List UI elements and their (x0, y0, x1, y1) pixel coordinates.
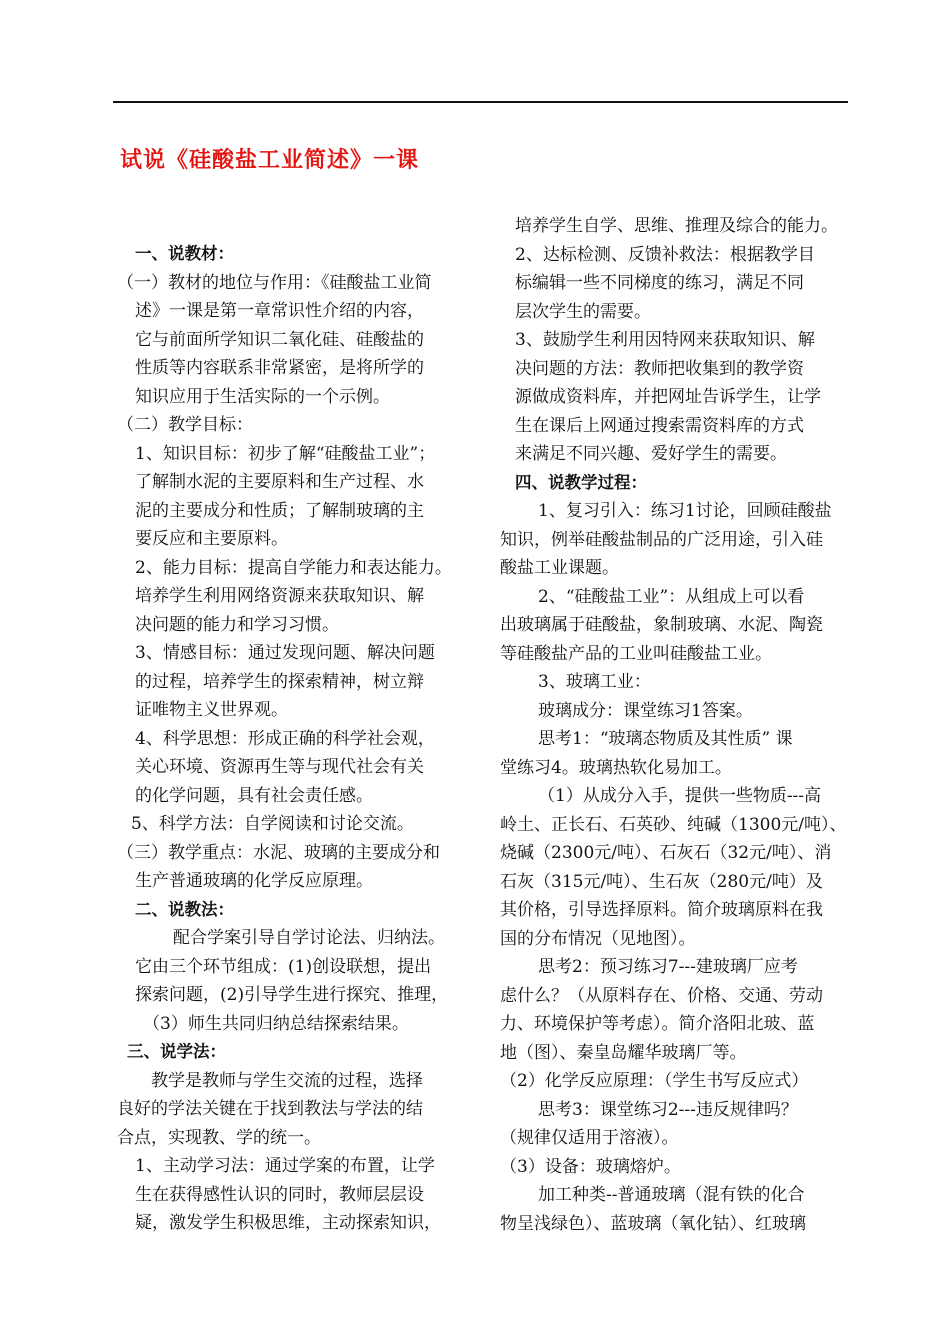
paragraph-line: （2）化学反应原理：（学生书写反应式） (500, 1071, 809, 1091)
paragraph-line: 石灰（315元/吨）、生石灰（280元/吨）及 (500, 871, 823, 892)
paragraph-line: 2、“硅酸盐工业”：从组成上可以看 (538, 586, 805, 607)
section-heading: 四、说教学过程： (515, 472, 647, 492)
paragraph-line: （三）教学重点：水泥、玻璃的主要成分和 (117, 842, 440, 863)
paragraph-line: 地（图）、秦皇岛耀华玻璃厂等。 (500, 1042, 747, 1063)
paragraph-line: 玻璃成分：课堂练习1答案。 (538, 700, 753, 721)
paragraph-line: 关心环境、资源再生等与现代社会有关 (135, 757, 424, 777)
paragraph-line: 5、科学方法：自学阅读和讨论交流。 (131, 814, 414, 834)
paragraph-line: 源做成资料库，并把网址告诉学生，让学 (515, 387, 821, 407)
paragraph-line: 配合学案引导自学讨论法、归纳法。 (173, 928, 445, 948)
paragraph-line: （1）从成分入手，提供一些物质---高 (538, 786, 822, 806)
paragraph-line: 3、情感目标：通过发现问题、解决问题 (135, 643, 435, 663)
right-column (500, 212, 860, 1238)
paragraph-line: 知识应用于生活实际的一个示例。 (135, 386, 390, 407)
paragraph-line: （一）教材的地位与作用：《硅酸盐工业简 (117, 272, 432, 293)
paragraph-line: 性质等内容联系非常紧密，是将所学的 (135, 358, 424, 378)
paragraph-line: 标编辑一些不同梯度的练习，满足不同 (515, 273, 804, 293)
paragraph-line: 酸盐工业课题。 (500, 558, 619, 578)
paragraph-line: 合点，实现教、学的统一。 (117, 1127, 321, 1148)
paragraph-line: 生在课后上网通过搜索需资料库的方式 (515, 415, 804, 436)
paragraph-line: 加工种类--普通玻璃（混有铁的化合 (538, 1185, 805, 1205)
paragraph-line: 虑什么？（从原料存在、价格、交通、劳动 (500, 985, 823, 1006)
paragraph-line: 的过程，培养学生的探索精神，树立辩 (135, 671, 424, 692)
document-title: 试说《硅酸盐工业简述》一课 (120, 148, 420, 173)
paragraph-line: 知识，例举硅酸盐制品的广泛用途，引入硅 (500, 529, 823, 550)
paragraph-line: 教学是教师与学生交流的过程，选择 (151, 1070, 423, 1091)
left-column (117, 240, 472, 1238)
paragraph-line: （3）设备：玻璃熔炉。 (500, 1156, 681, 1177)
paragraph-line: 它由三个环节组成：(1)创设联想，提出 (135, 956, 432, 977)
paragraph-line: 1、主动学习法：通过学案的布置，让学 (135, 1156, 435, 1176)
paragraph-line: （二）教学目标： (117, 415, 253, 435)
paragraph-line: 它与前面所学知识二氧化硅、硅酸盐的 (135, 329, 424, 350)
paragraph-line: 要反应和主要原料。 (135, 529, 288, 549)
paragraph-line: 证唯物主义世界观。 (135, 700, 288, 720)
paragraph-line: 3、鼓励学生利用因特网来获取知识、解 (515, 330, 815, 350)
paragraph-line: （规律仅适用于溶液）。 (500, 1128, 679, 1148)
paragraph-line: 决问题的方法：教师把收集到的教学资 (515, 358, 804, 379)
paragraph-line: 国的分布情况（见地图）。 (500, 928, 696, 949)
paragraph-line: 探索问题，(2)引导学生进行探究、推理， (135, 985, 449, 1005)
paragraph-line: 2、能力目标：提高自学能力和表达能力。 (135, 557, 452, 578)
paragraph-line: 思考3：课堂练习2---违反规律吗？ (538, 1099, 798, 1120)
paragraph-line: 疑，激发学生积极思维，主动探索知识， (135, 1213, 441, 1233)
paragraph-line: 生在获得感性认识的同时，教师层层设 (135, 1184, 424, 1205)
paragraph-line: 1、复习引入：练习1讨论，回顾硅酸盐 (538, 501, 832, 521)
paragraph-line: 3、玻璃工业： (538, 672, 651, 692)
paragraph-line: 烧碱（2300元/吨）、石灰石（32元/吨）、消 (500, 843, 832, 863)
paragraph-line: 培养学生利用网络资源来获取知识、解 (135, 586, 424, 606)
paragraph-line: 其价格，引导选择原料。简介玻璃原料在我 (500, 900, 823, 920)
paragraph-line: 生产普通玻璃的化学反应原理。 (135, 871, 373, 891)
section-heading: 三、说学法： (127, 1042, 226, 1061)
section-heading: 二、说教法： (135, 899, 234, 919)
paragraph-line: 思考2：预习练习7---建玻璃厂应考 (538, 957, 798, 977)
paragraph-line: 岭土、正长石、石英砂、纯碱（1300元/吨）、 (500, 814, 847, 835)
paragraph-line: 力、环境保护等考虑）。简介洛阳北玻、蓝 (500, 1014, 815, 1034)
paragraph-line: 4、科学思想：形成正确的科学社会观， (135, 728, 435, 749)
paragraph-line: 良好的学法关键在于找到教法与学法的结 (117, 1099, 423, 1119)
paragraph-line: 了解制水泥的主要原料和生产过程、水 (135, 472, 424, 492)
paragraph-line: 来满足不同兴趣、爱好学生的需要。 (515, 444, 787, 464)
paragraph-line: 1、知识目标：初步了解“硅酸盐工业”； (135, 443, 436, 464)
header-rule (113, 101, 848, 103)
paragraph-line: 培养学生自学、思维、推理及综合的能力。 (515, 216, 838, 236)
paragraph-line: 述》一课是第一章常识性介绍的内容， (135, 301, 424, 321)
paragraph-line: 泥的主要成分和性质；了解制玻璃的主 (135, 500, 424, 521)
paragraph-line: 堂练习4。玻璃热软化易加工。 (500, 757, 732, 778)
paragraph-line: 思考1：“玻璃态物质及其性质” 课 (538, 729, 793, 749)
paragraph-line: 层次学生的需要。 (515, 301, 651, 322)
paragraph-line: 的化学问题，具有社会责任感。 (135, 785, 373, 806)
paragraph-line: 物呈浅绿色）、蓝玻璃（氧化钴）、红玻璃 (500, 1213, 806, 1234)
section-heading: 一、说教材： (135, 244, 234, 263)
paragraph-line: 出玻璃属于硅酸盐，象制玻璃、水泥、陶瓷 (500, 615, 823, 635)
paragraph-line: 决问题的能力和学习习惯。 (135, 614, 339, 635)
paragraph-line: 2、达标检测、反馈补救法：根据教学目 (515, 244, 815, 265)
paragraph-line: （3）师生共同归纳总结探索结果。 (143, 1013, 409, 1034)
paragraph-line: 等硅酸盐产品的工业叫硅酸盐工业。 (500, 643, 772, 664)
